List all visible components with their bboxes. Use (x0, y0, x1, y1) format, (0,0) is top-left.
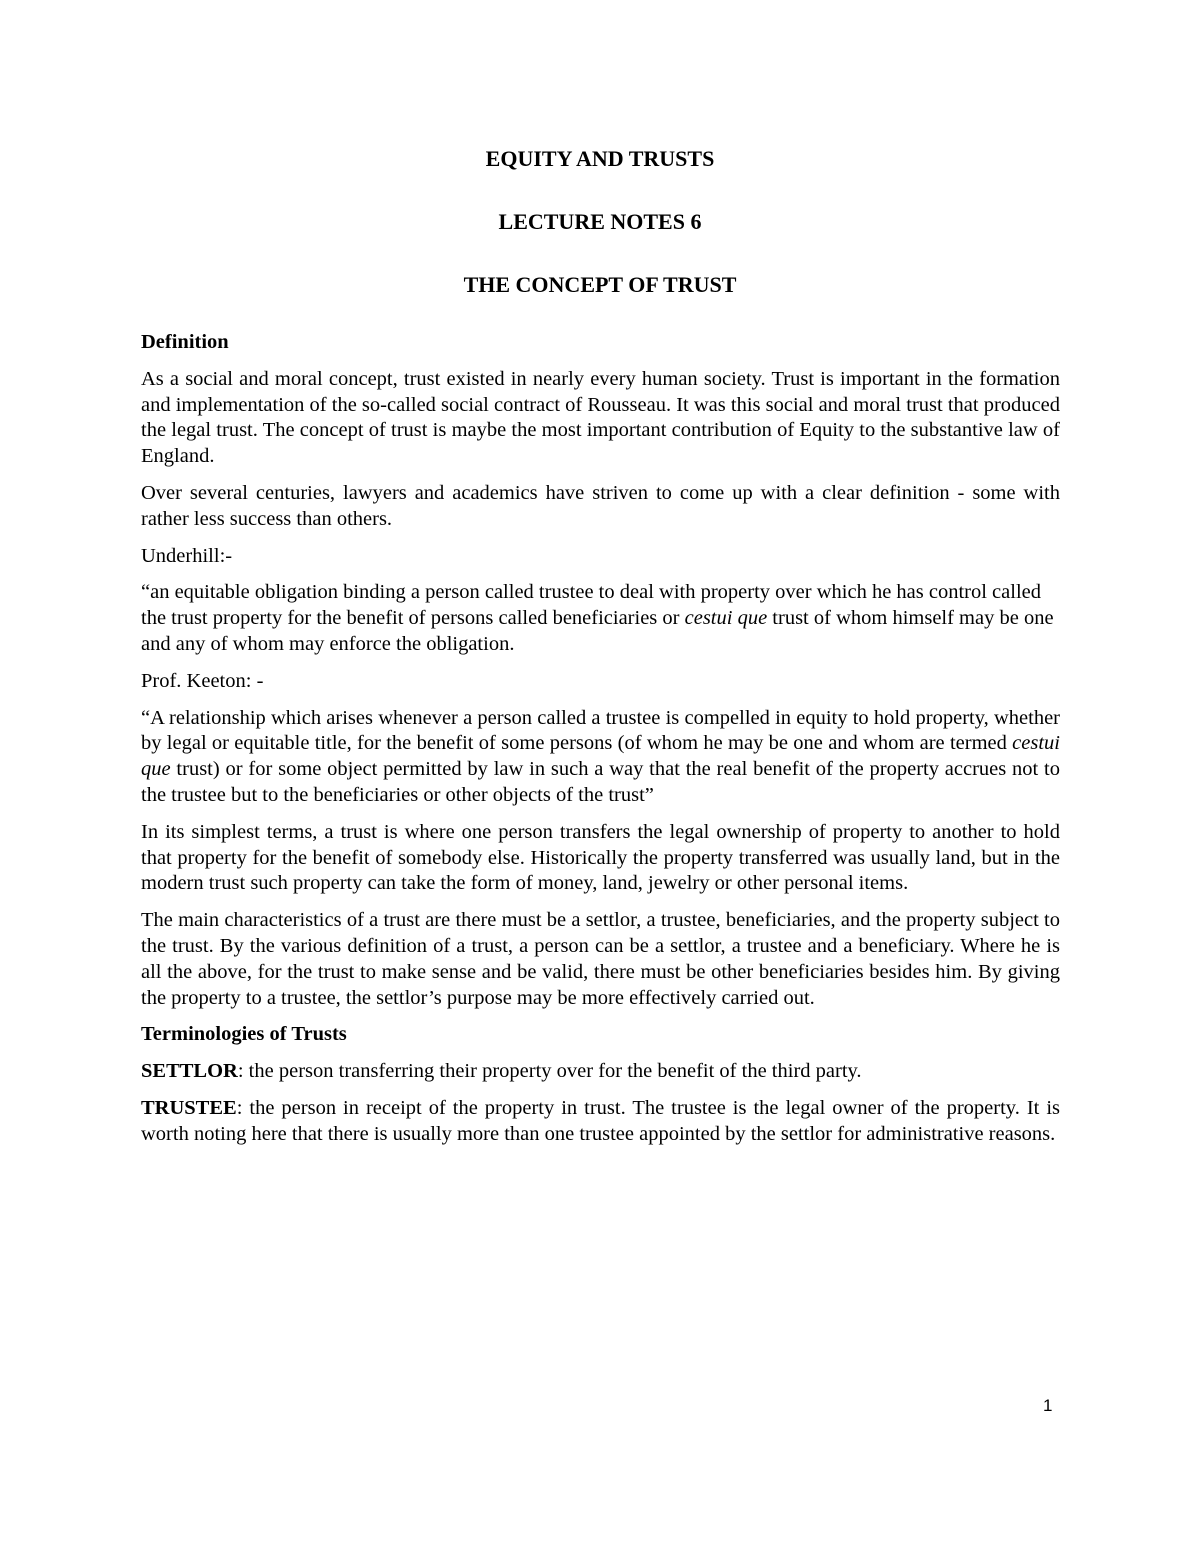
definition-paragraph-2: Over several centuries, lawyers and academics have striven to come up with a clear definition - some with rather less success than others. (141, 481, 1060, 530)
terminologies-heading: Terminologies of Trusts (141, 1023, 347, 1046)
topic-title: THE CONCEPT OF TRUST (463, 272, 737, 297)
trustee-text: : the person in receipt of the property in trust. The trustee is the legal owner of the property. It is worth noting here that there is usually more than one trustee appointed by the settlor for administrative reasons. (141, 1096, 1060, 1145)
definition-paragraph-3: In its simplest terms, a trust is where one person transfers the legal ownership of property to another to hold that property for the benefit of somebody else. Historically the property transferred was usually land, but in the modern trust such property can take the form of money, land, jewelry or other personal items. (141, 820, 1060, 895)
keeton-quote (141, 706, 1060, 809)
definition-heading: Definition (141, 331, 229, 353)
definition-paragraph-1: As a social and moral concept, trust existed in nearly every human society. Trust is important in the formation and implementation of the so-called social contract of Rousseau. It was this social and moral trust that produced the legal trust. The concept of trust is maybe the most important contribution of Equity to the substantive law of England. (141, 367, 1060, 468)
trustee-term: TRUSTEE (141, 1096, 237, 1119)
page-number: 1 (1043, 1396, 1053, 1415)
settlor-text: : the person transferring their property over for the benefit of the third party. (237, 1060, 862, 1083)
underhill-quote-italic: cestui que (684, 607, 768, 630)
settlor-term: SETTLOR (141, 1060, 238, 1083)
underhill-quote-part-1: “an equitable obligation binding a person called trustee to deal with property over which he has control called the trust property for the benefit of persons called beneficiaries or (141, 581, 1041, 630)
definition-paragraph-4: The main characteristics of a trust are there must be a settlor, a trustee, beneficiaries, and the property subject to the trust. By the various definition of a trust, a person can be a settlor, a trustee and a beneficiary. Where he is all the above, for the trust to make sense and be valid, there must be other beneficiaries besides him. By giving the property to a trustee, the settlor’s purpose may be more effectively carried out. (141, 909, 1060, 1009)
keeton-quote-italic: cestui que (141, 732, 1060, 781)
underhill-quote-part-2: trust of whom himself may be one and any of whom may enforce the obligation. (141, 607, 1054, 655)
keeton-quote-part-1: “A relationship which arises whenever a person called a trustee is compelled in equity to hold property, whether by legal or equitable title, for the benefit of some persons (of whom he may be one and whom are termed (141, 706, 1060, 755)
underhill-label: Underhill:- (141, 544, 233, 567)
keeton-quote-part-2: trust) or for some object permitted by law in such a way that the real benefit of the property accrues not to the trustee but to the beneficiaries or other objects of the trust” (141, 758, 1060, 806)
keeton-label: Prof. Keeton: - (141, 669, 264, 692)
document-body (141, 330, 1060, 1159)
trustee-definition (141, 1096, 1060, 1148)
course-title: EQUITY AND TRUSTS (485, 146, 715, 171)
underhill-quote (141, 580, 1060, 657)
lecture-title: LECTURE NOTES 6 (498, 209, 702, 234)
settlor-definition (141, 1059, 1060, 1085)
